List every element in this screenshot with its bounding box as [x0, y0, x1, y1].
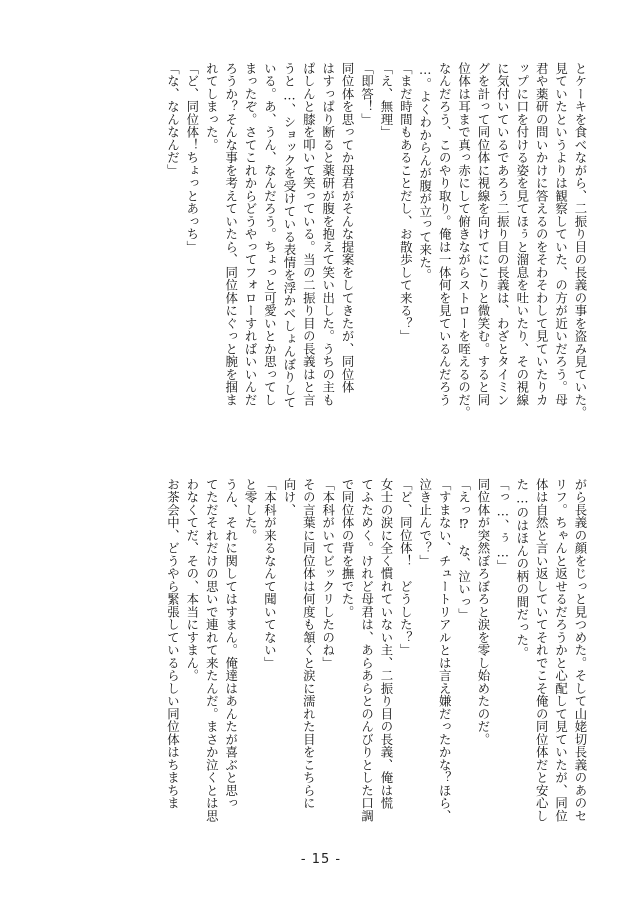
text-line: わなくてだ、その、本当にすまん。 [184, 478, 200, 682]
text-line: ップに口を付ける姿を見てほぅと溜息を吐いたり、その視線 [514, 62, 530, 407]
text-line: 「本科がいてビックリしたのね」 [320, 478, 336, 670]
lower-text-block [163, 478, 590, 828]
page-number: - 15 - [300, 852, 342, 867]
text-line: 「即答！」 [359, 62, 375, 126]
text-line: た…のはほんの柄の間だった。 [514, 478, 530, 660]
text-line: れてしまった。 [204, 62, 220, 152]
text-line: 体は自然と言い返していてそれでこそ俺の同位体だと安心し [534, 478, 550, 823]
text-line: てただそれだけの思いで連れて来たんだ。まさか泣くとは思 [204, 478, 220, 823]
text-line: …。よくわからんが腹が立って来た。 [417, 62, 433, 282]
text-line: と零した。 [243, 478, 259, 542]
text-line: 「っ…、ぅ…」 [495, 478, 511, 573]
text-line: 「えっ⁉ な、泣いっ」 [456, 478, 472, 621]
text-line: なんだろう、このやり取り。俺は一体何を見ているんだろう [437, 62, 453, 407]
text-line: 君や薬研の問いかけに答えるのをそわそわして見ていたりカ [534, 62, 550, 407]
text-line: 同位体を思ってか母君がそんな提案をしてきたが、同位体 [340, 62, 356, 394]
text-line: 見ていたというよりは観察していた、の方が近いだろう。母 [553, 62, 569, 407]
text-line: 女士の涙に全く慣れていない主、二振り目の長義、俺は慌 [378, 478, 394, 810]
text-line: いる。あ、うん、なんだろう。ちょっと可愛いとか思ってし [262, 62, 278, 407]
text-line: 向け、 [281, 478, 297, 517]
text-line: ろうか？そんな事を考えていたら、同位体にぐっと腕を掴ま [223, 62, 239, 407]
text-line: 「ど、同位体！ どうした？」 [398, 478, 414, 657]
text-line: 位体は耳まで真っ赤にして俯きながらストローを咥えるのだ。 [456, 62, 472, 419]
text-line: うん、それに関してはすまん。俺達はあんたが喜ぶと思っ [223, 478, 239, 810]
text-line: 「ど、同位体！ちょっとあっち」 [184, 62, 200, 254]
text-line: まったぞ。さてこれからどうやってフォローすればいいんだ [243, 62, 259, 407]
text-line: てふためく。けれど母君は、あらあらとのんびりとした口調 [359, 478, 375, 823]
text-line: ぱしんと膝を叩いて笑っている。当の二振り目の長義はと言 [301, 62, 317, 407]
upper-text-block [163, 62, 590, 419]
text-line: 「え、無理」 [378, 62, 394, 139]
text-line: 「な、なんなんだ」 [165, 62, 181, 177]
text-line: 泣き止んで？」 [417, 478, 433, 568]
text-line: グを計って同位体に視線を向けてにこりと微笑む。すると同 [475, 62, 491, 407]
text-line: うと…、ショックを受けている表情を浮かべしょんぼりして [281, 62, 297, 409]
text-line: お茶会中、どうやら緊張しているらしい同位体はちまちま [165, 478, 181, 810]
text-line: 「本科が来るなんて聞いてない」 [262, 478, 278, 670]
text-line: に気付いているであろう二振り目の長義は、わざとタイミン [495, 62, 511, 407]
text-line: 同位体が突然ぼろぼろと涙を零し始めたのだ。 [475, 478, 491, 746]
text-line: とケーキを食べながら、二振り目の長義の事を盗み見ていた。 [573, 62, 588, 419]
text-line: その言葉に同位体は何度も頷くと涙に濡れた目をこちらに [301, 478, 317, 810]
text-line: リフ。ちゃんと返せるだろうかと心配して見ていたが、同位 [553, 478, 569, 823]
text-line: で同位体の背を撫でた。 [340, 478, 356, 619]
text-line: がら長義の顔をじっと見つめた。そして山姥切長義のあのセ [573, 478, 588, 823]
text-line: 「まだ時間もあることだし、お散歩して来る？」 [398, 62, 414, 343]
text-line: 「すまない、チュートリアルとは言え嫌だったかな？ほら、 [437, 478, 453, 823]
text-line: はすっぱり断ると薬研が腹を抱えて笑い出した。うちの主も [320, 62, 336, 407]
